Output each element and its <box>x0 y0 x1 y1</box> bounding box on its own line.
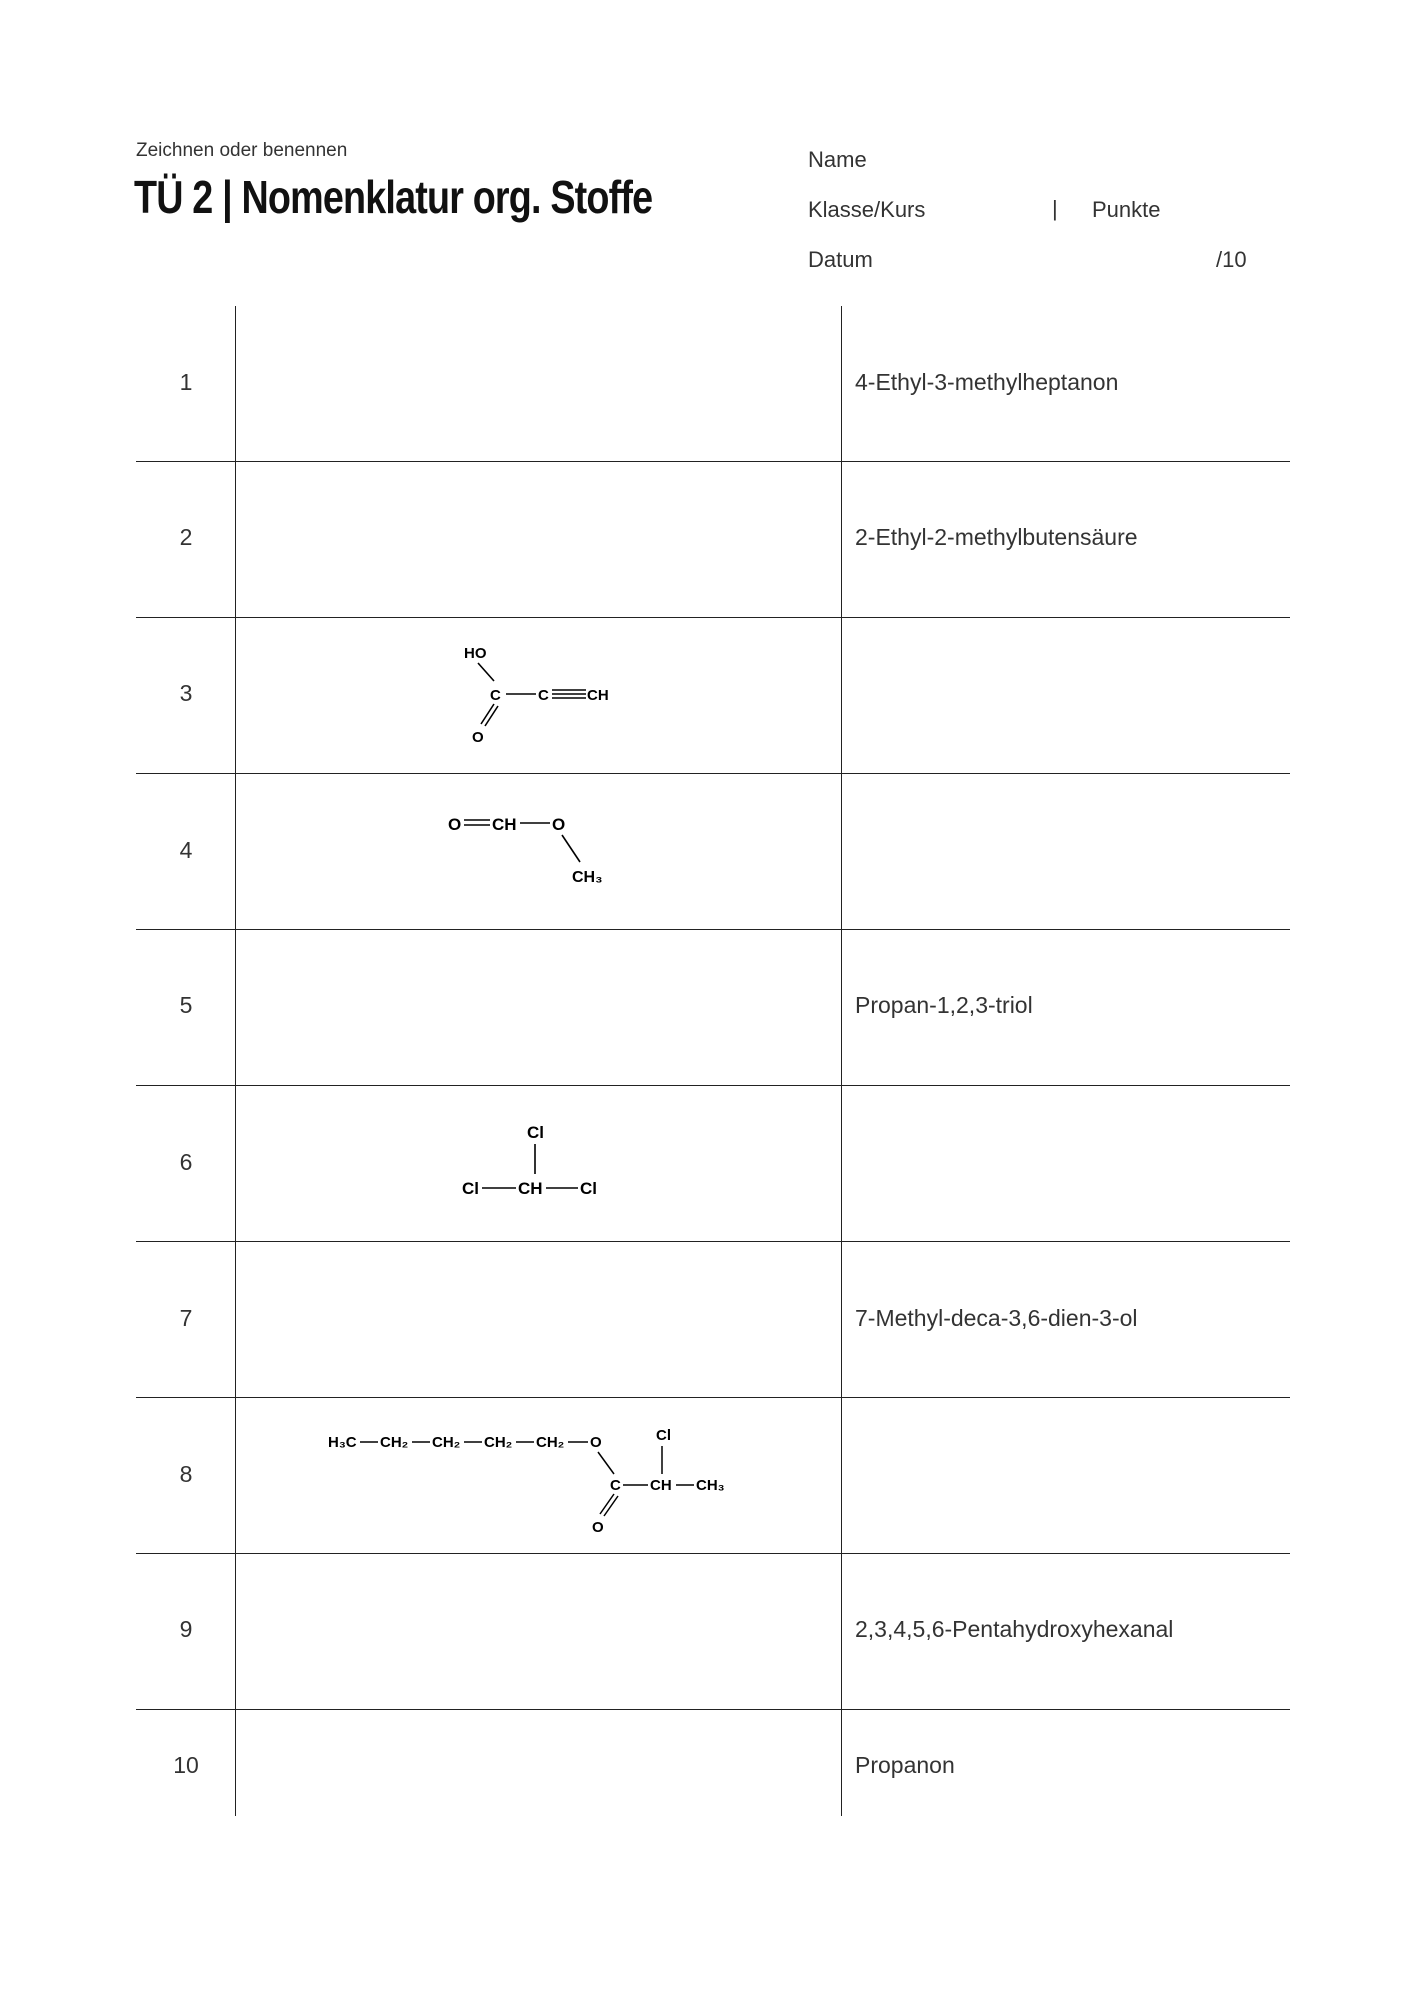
structure-propiolic-acid <box>456 638 636 758</box>
atom-label: CH₂ <box>380 1434 409 1451</box>
atom-label: CH₃ <box>572 869 603 886</box>
row-number: 1 <box>179 369 193 395</box>
row-number: 5 <box>179 992 193 1018</box>
atom-label: CH <box>492 815 517 834</box>
atom-label: O <box>590 1434 602 1451</box>
table-row <box>136 1086 1290 1242</box>
worksheet-title: TÜ 2 | Nomenklatur org. Stoffe <box>134 171 653 223</box>
row-compound-name: 2-Ethyl-2-methylbutensäure <box>855 524 1138 550</box>
row-compound-name: 7-Methyl-deca-3,6-dien-3-ol <box>855 1305 1138 1331</box>
table-row <box>136 306 1290 462</box>
exercise-table <box>136 306 1290 1816</box>
atom-label: Cl <box>527 1123 544 1142</box>
table-row <box>136 618 1290 774</box>
atom-label: CH₂ <box>432 1434 461 1451</box>
row-number: 2 <box>179 524 193 550</box>
worksheet-subtitle: Zeichnen oder benennen <box>136 140 348 161</box>
atom-label: O <box>592 1519 604 1536</box>
row-number: 4 <box>179 837 193 863</box>
row-number: 10 <box>173 1752 199 1778</box>
atom-label: Cl <box>462 1179 479 1198</box>
atom-label: CH₃ <box>696 1477 725 1494</box>
klasse-field-label: Klasse/Kurs <box>808 197 926 222</box>
row-compound-name: Propan-1,2,3-triol <box>855 992 1033 1018</box>
structure-chloroform <box>458 1118 618 1218</box>
atom-label: O <box>472 729 484 746</box>
atom-label: C <box>610 1477 621 1494</box>
name-field-label: Name <box>808 147 867 172</box>
table-row <box>136 930 1290 1086</box>
atom-label: CH <box>587 687 609 704</box>
atom-label: CH₂ <box>484 1434 513 1451</box>
atom-label: CH₂ <box>536 1434 565 1451</box>
datum-field-label: Datum <box>808 247 873 272</box>
row-number: 8 <box>179 1461 193 1487</box>
row-number: 7 <box>179 1305 193 1331</box>
atom-label: CH <box>650 1477 672 1494</box>
atom-label: Cl <box>580 1179 597 1198</box>
punkte-field-label: Punkte <box>1092 197 1161 222</box>
atom-label: CH <box>518 1179 543 1198</box>
row-number: 6 <box>179 1149 193 1175</box>
header-separator: | <box>1052 196 1058 221</box>
score-total: /10 <box>1216 247 1247 272</box>
atom-label: H₃C <box>328 1434 357 1451</box>
row-compound-name: Propanon <box>855 1752 955 1778</box>
row-compound-name: 4-Ethyl-3-methylheptanon <box>855 369 1119 395</box>
table-row <box>136 1242 1290 1398</box>
table-row <box>136 1710 1290 1816</box>
atom-label: C <box>538 687 549 704</box>
table-row <box>136 774 1290 930</box>
table-row <box>136 1554 1290 1710</box>
row-compound-name: 2,3,4,5,6-Pentahydroxyhexanal <box>855 1616 1174 1642</box>
table-row <box>136 1398 1290 1554</box>
row-number: 9 <box>179 1616 193 1642</box>
atom-label: Cl <box>656 1427 671 1444</box>
structure-methyl-formate <box>444 810 644 910</box>
atom-label: O <box>448 815 462 834</box>
atom-label: O <box>552 815 566 834</box>
atom-label: C <box>490 687 501 704</box>
table-row <box>136 462 1290 618</box>
row-number: 3 <box>179 680 193 706</box>
atom-label: HO <box>464 645 487 662</box>
structure-pentyl-chloropropanoate <box>326 1416 746 1536</box>
